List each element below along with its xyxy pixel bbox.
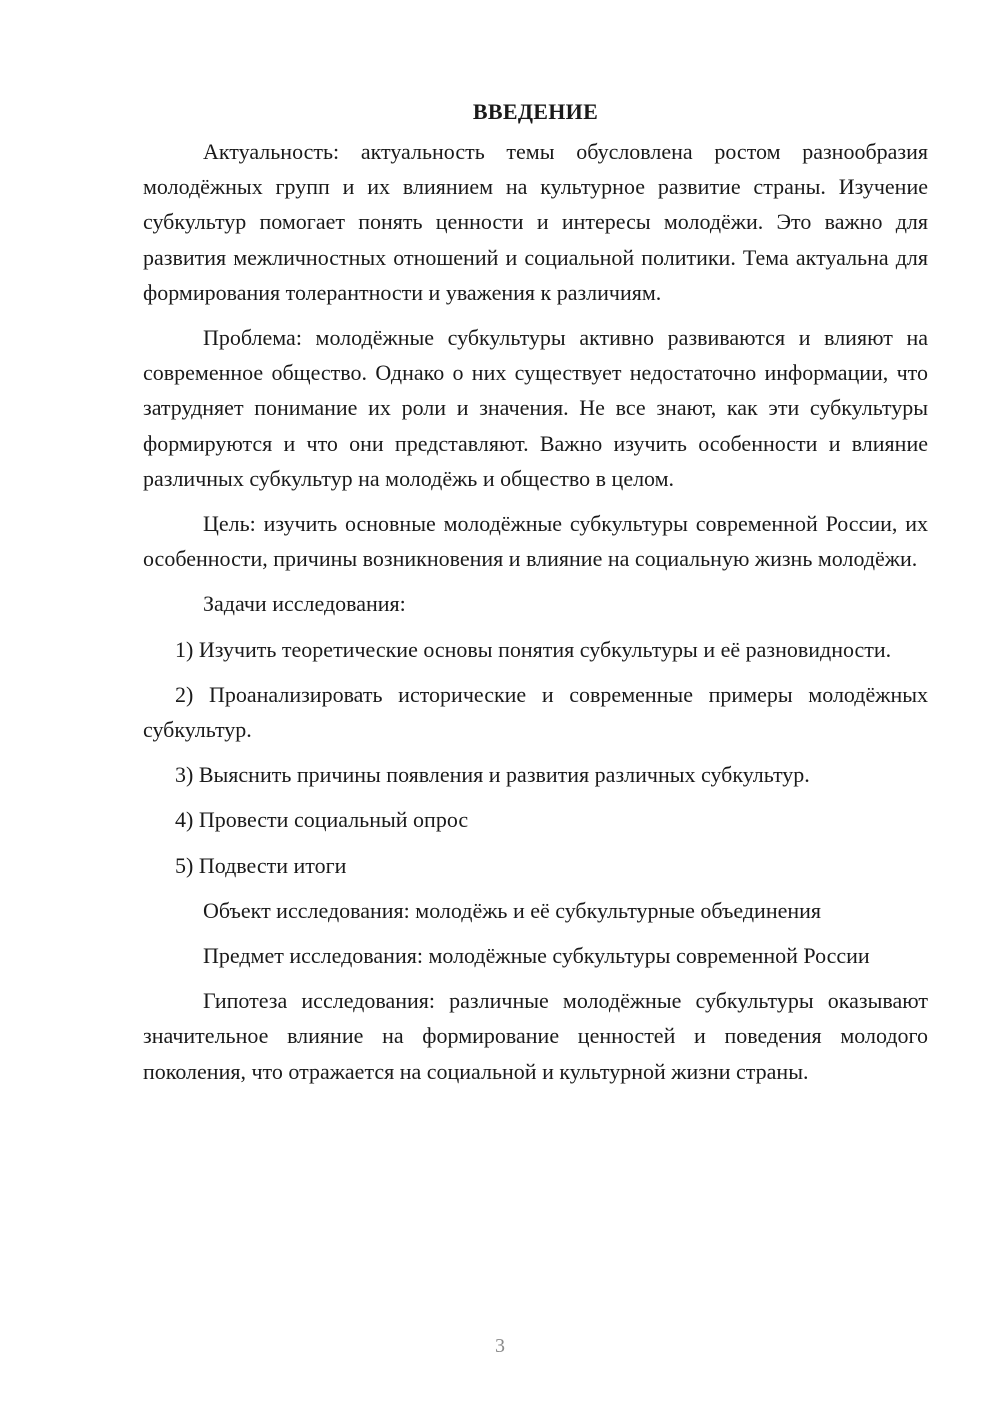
page-body	[143, 94, 928, 1099]
tasks-heading: Задачи исследования:	[203, 591, 406, 617]
paragraph-subject: Предмет исследования: молодёжные субкультуры современной России	[203, 943, 870, 969]
task-item-4: 4) Провести социальный опрос	[175, 807, 469, 833]
page-title: ВВЕДЕНИЕ	[472, 99, 599, 124]
paragraph-goal: Цель: изучить основные молодёжные субкультуры современной России, их особенности, причины возникновения и влияние на социальную жизнь молодёжи.	[143, 511, 928, 572]
paragraph-relevance: Актуальность: актуальность темы обусловлена ростом разнообразия молодёжных групп и их влиянием на культурное развитие страны. Изучение субкультур помогает понять ценности и интересы молодёжи. Это важно для развития межличностных отношений и социальной политики. Тема актуальна для формирования толерантности и уважения к различиям.	[143, 139, 928, 305]
task-item-5: 5) Подвести итоги	[175, 852, 347, 878]
page-number: 3	[495, 1335, 505, 1357]
task-item-3: 3) Выяснить причины появления и развития различных субкультур.	[175, 762, 810, 788]
task-item-2: 2) Проанализировать исторические и современные примеры молодёжных субкультур.	[143, 681, 928, 743]
paragraph-hypothesis: Гипотеза исследования: различные молодёжные субкультуры оказывают значительное влияние на формирование ценностей и поведения молодого поколения, что отражается на социальной и культурной жизни страны.	[143, 988, 928, 1084]
paragraph-object: Объект исследования: молодёжь и её субкультурные объединения	[203, 897, 822, 923]
task-item-1: 1) Изучить теоретические основы понятия субкультуры и её разновидности.	[175, 636, 892, 662]
paragraph-problem: Проблема: молодёжные субкультуры активно развиваются и влияют на современное общество. Однако о них существует недостаточно информации, что затрудняет понимание их роли и значения. Не все знают, как эти субкультуры формируются и что они представляют. Важно изучить особенности и влияние различных субкультур на молодёжь и общество в целом.	[143, 325, 928, 491]
